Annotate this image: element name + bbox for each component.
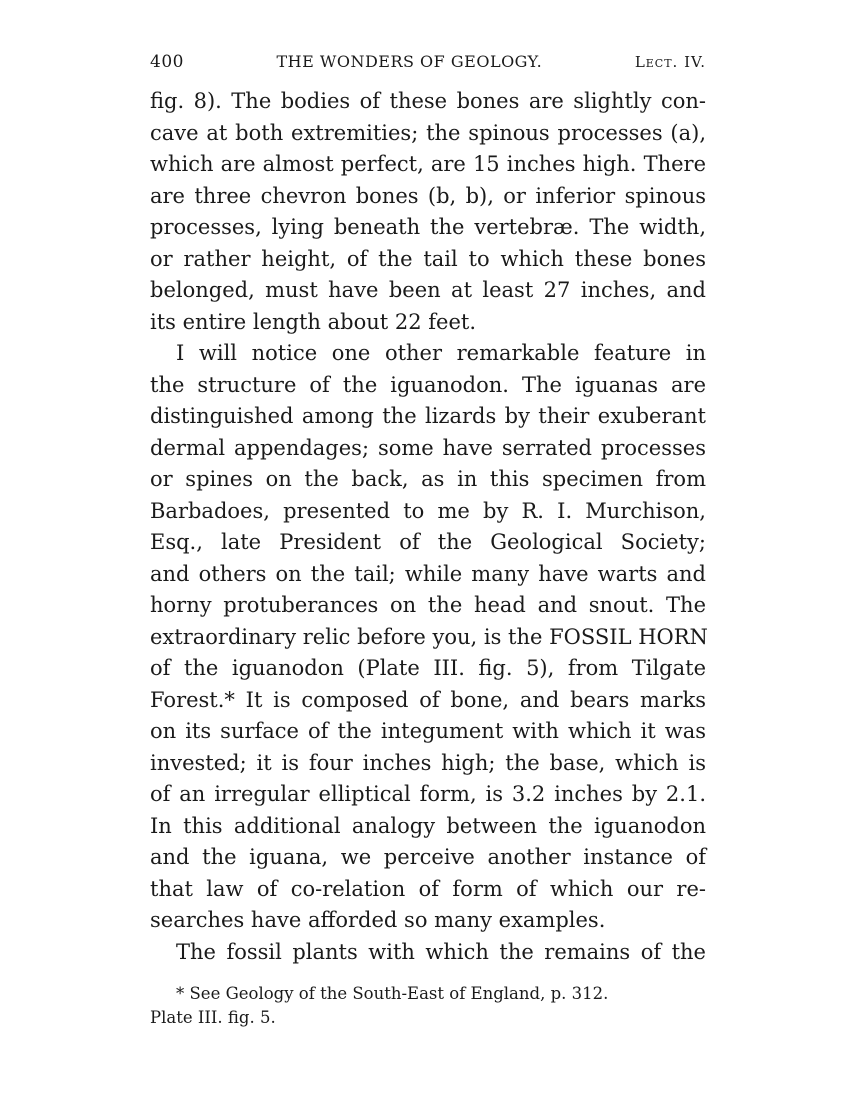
text-line: extraordinary relic before you, is the FOSSIL HORN [150,624,708,649]
text-line: cave at both extremities; the spinous processes (a), [150,120,706,145]
text-line: dermal appendages; some have serrated processes [150,435,706,460]
text-line: on its surface of the integument with which it was [150,719,706,743]
text-line: Esq., late President of the Geological Society; [150,530,706,554]
text-line: and the iguana, we perceive another instance of [150,845,706,869]
page-number: 400 [150,52,184,72]
footnote-line: * See Geology of the South-East of England, p. 312. [176,984,609,1003]
text-line: searches have afforded so many examples. [150,908,606,932]
text-line: that law of co-relation of form of which our re- [150,876,706,901]
text-line: Forest.* It is composed of bone, and bears marks [150,687,706,712]
text-line: and others on the tail; while many have warts and [150,561,706,586]
text-line: invested; it is four inches high; the base, which is [150,750,706,775]
lecture-label: Lect. IV. [634,53,706,71]
text-line: the structure of the iguanodon. The iguanas are [150,372,706,397]
text-line: The fossil plants with which the remains of the [176,939,706,964]
text-line: I will notice one other remarkable feature in [176,341,706,365]
text-line: of an irregular elliptical form, is 3.2 inches by 2.1. [150,782,706,806]
footnote-line: Plate III. fig. 5. [150,1008,276,1027]
text-line: In this additional analogy between the iguanodon [150,813,706,838]
text-line: its entire length about 22 feet. [150,309,476,334]
footnote [150,982,706,1030]
text-line: Barbadoes, presented to me by R. I. Murchison, [150,498,706,523]
text-line: are three chevron bones (b, b), or inferior spinous [150,183,706,208]
running-head [150,52,706,72]
text-line: which are almost perfect, are 15 inches high. There [150,152,706,176]
book-page [150,52,706,1030]
body-text [150,86,706,968]
text-line: horny protuberances on the head and snout. The [150,593,706,617]
text-line: belonged, must have been at least 27 inches, and [150,278,706,302]
running-title: THE WONDERS OF GEOLOGY. [276,52,543,71]
text-line: processes, lying beneath the vertebræ. The width, [150,215,706,239]
text-line: or spines on the back, as in this specimen from [150,467,706,491]
text-line: of the iguanodon (Plate III. fig. 5), from Tilgate [150,656,706,680]
text-line: distinguished among the lizards by their exuberant [150,404,706,428]
text-line: fig. 8). The bodies of these bones are slightly con- [150,89,706,113]
text-line: or rather height, of the tail to which these bones [150,246,706,271]
